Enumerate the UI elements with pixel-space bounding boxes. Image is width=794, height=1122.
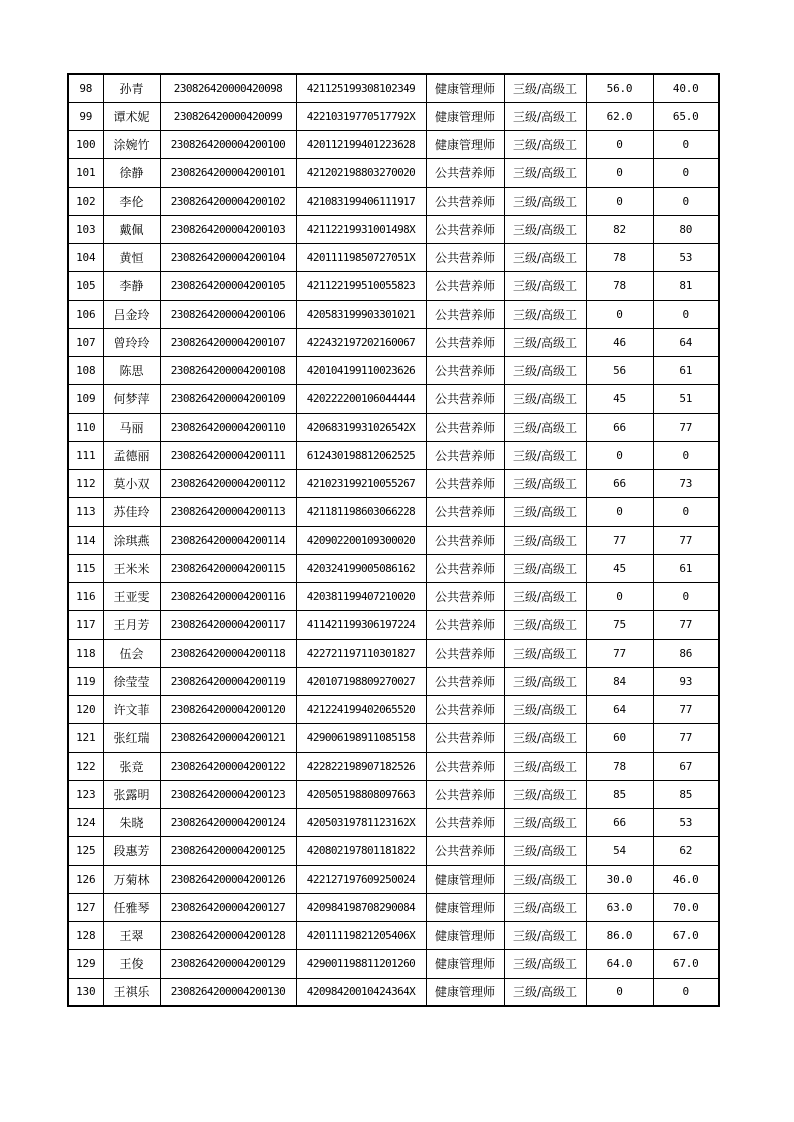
theory-score-cell: 45 [586,554,653,582]
theory-score-cell: 0 [586,187,653,215]
occupation-cell: 公共营养师 [426,272,504,300]
exam-number-cell: 2308264200004200107 [160,328,296,356]
name-cell: 谭术妮 [103,102,160,130]
exam-number-cell: 230826420000420098 [160,74,296,102]
table-row [68,639,719,667]
row-number: 130 [68,978,103,1006]
theory-score-cell: 78 [586,272,653,300]
name-cell: 王亚雯 [103,583,160,611]
table-row [68,554,719,582]
name-cell: 张红瑞 [103,724,160,752]
name-cell: 张竞 [103,752,160,780]
occupation-cell: 公共营养师 [426,244,504,272]
row-number: 122 [68,752,103,780]
exam-number-cell: 2308264200004200101 [160,159,296,187]
row-number: 125 [68,837,103,865]
id-number-cell: 411421199306197224 [296,611,426,639]
occupation-cell: 健康管理师 [426,865,504,893]
theory-score-cell: 0 [586,441,653,469]
occupation-cell: 健康管理师 [426,950,504,978]
table-row [68,865,719,893]
level-cell: 三级/高级工 [504,357,586,385]
skill-score-cell: 67.0 [653,950,719,978]
table-row [68,922,719,950]
skill-score-cell: 40.0 [653,74,719,102]
name-cell: 孙青 [103,74,160,102]
skill-score-cell: 77 [653,696,719,724]
skill-score-cell: 0 [653,131,719,159]
name-cell: 王月芳 [103,611,160,639]
theory-score-cell: 56 [586,357,653,385]
level-cell: 三级/高级工 [504,470,586,498]
row-number: 124 [68,809,103,837]
id-number-cell: 42050319781123162X [296,809,426,837]
level-cell: 三级/高级工 [504,328,586,356]
exam-number-cell: 2308264200004200118 [160,639,296,667]
skill-score-cell: 0 [653,187,719,215]
occupation-cell: 公共营养师 [426,554,504,582]
theory-score-cell: 63.0 [586,893,653,921]
name-cell: 陈思 [103,357,160,385]
table-row [68,272,719,300]
id-number-cell: 421125199308102349 [296,74,426,102]
skill-score-cell: 86 [653,639,719,667]
level-cell: 三级/高级工 [504,215,586,243]
id-number-cell: 422721197110301827 [296,639,426,667]
row-number: 112 [68,470,103,498]
level-cell: 三级/高级工 [504,498,586,526]
name-cell: 黄恒 [103,244,160,272]
exam-number-cell: 2308264200004200122 [160,752,296,780]
row-number: 116 [68,583,103,611]
id-number-cell: 420902200109300020 [296,526,426,554]
name-cell: 苏佳玲 [103,498,160,526]
row-number: 99 [68,102,103,130]
occupation-cell: 公共营养师 [426,441,504,469]
theory-score-cell: 0 [586,300,653,328]
theory-score-cell: 45 [586,385,653,413]
row-number: 119 [68,667,103,695]
name-cell: 许文菲 [103,696,160,724]
row-number: 104 [68,244,103,272]
exam-number-cell: 2308264200004200117 [160,611,296,639]
occupation-cell: 公共营养师 [426,300,504,328]
name-cell: 何梦萍 [103,385,160,413]
name-cell: 莫小双 [103,470,160,498]
level-cell: 三级/高级工 [504,724,586,752]
occupation-cell: 公共营养师 [426,639,504,667]
name-cell: 吕金玲 [103,300,160,328]
theory-score-cell: 64.0 [586,950,653,978]
occupation-cell: 公共营养师 [426,159,504,187]
exam-number-cell: 2308264200004200114 [160,526,296,554]
level-cell: 三级/高级工 [504,272,586,300]
table-row [68,893,719,921]
exam-number-cell: 2308264200004200102 [160,187,296,215]
level-cell: 三级/高级工 [504,865,586,893]
table-row [68,413,719,441]
theory-score-cell: 64 [586,696,653,724]
occupation-cell: 公共营养师 [426,328,504,356]
row-number: 127 [68,893,103,921]
skill-score-cell: 0 [653,159,719,187]
skill-score-cell: 81 [653,272,719,300]
name-cell: 王祺乐 [103,978,160,1006]
table-row [68,583,719,611]
skill-score-cell: 0 [653,583,719,611]
name-cell: 孟德丽 [103,441,160,469]
occupation-cell: 公共营养师 [426,809,504,837]
level-cell: 三级/高级工 [504,611,586,639]
level-cell: 三级/高级工 [504,244,586,272]
id-number-cell: 421202198803270020 [296,159,426,187]
table-row [68,667,719,695]
name-cell: 张露明 [103,780,160,808]
theory-score-cell: 86.0 [586,922,653,950]
row-number: 118 [68,639,103,667]
table-row [68,526,719,554]
occupation-cell: 公共营养师 [426,413,504,441]
exam-number-cell: 2308264200004200116 [160,583,296,611]
id-number-cell: 421181198603066228 [296,498,426,526]
exam-number-cell: 2308264200004200128 [160,922,296,950]
occupation-cell: 公共营养师 [426,385,504,413]
skill-score-cell: 77 [653,413,719,441]
theory-score-cell: 77 [586,526,653,554]
occupation-cell: 公共营养师 [426,583,504,611]
occupation-cell: 健康管理师 [426,922,504,950]
row-number: 105 [68,272,103,300]
name-cell: 伍会 [103,639,160,667]
row-number: 100 [68,131,103,159]
exam-number-cell: 2308264200004200119 [160,667,296,695]
name-cell: 曾玲玲 [103,328,160,356]
skill-score-cell: 61 [653,554,719,582]
id-number-cell: 420112199401223628 [296,131,426,159]
id-number-cell: 421122199510055823 [296,272,426,300]
theory-score-cell: 78 [586,244,653,272]
id-number-cell: 420984198708290084 [296,893,426,921]
occupation-cell: 健康管理师 [426,102,504,130]
table-row [68,696,719,724]
skill-score-cell: 53 [653,244,719,272]
exam-number-cell: 2308264200004200103 [160,215,296,243]
name-cell: 王俊 [103,950,160,978]
exam-number-cell: 2308264200004200110 [160,413,296,441]
level-cell: 三级/高级工 [504,385,586,413]
level-cell: 三级/高级工 [504,809,586,837]
table-row [68,102,719,130]
id-number-cell: 422127197609250024 [296,865,426,893]
name-cell: 段惠芳 [103,837,160,865]
level-cell: 三级/高级工 [504,441,586,469]
name-cell: 涂琪燕 [103,526,160,554]
theory-score-cell: 0 [586,131,653,159]
level-cell: 三级/高级工 [504,131,586,159]
exam-number-cell: 2308264200004200100 [160,131,296,159]
occupation-cell: 公共营养师 [426,780,504,808]
id-number-cell: 420505198808097663 [296,780,426,808]
exam-number-cell: 2308264200004200126 [160,865,296,893]
row-number: 111 [68,441,103,469]
theory-score-cell: 0 [586,498,653,526]
row-number: 115 [68,554,103,582]
level-cell: 三级/高级工 [504,950,586,978]
id-number-cell: 42011119850727051X [296,244,426,272]
theory-score-cell: 78 [586,752,653,780]
occupation-cell: 公共营养师 [426,215,504,243]
skill-score-cell: 61 [653,357,719,385]
theory-score-cell: 0 [586,978,653,1006]
table-row [68,752,719,780]
occupation-cell: 健康管理师 [426,131,504,159]
skill-score-cell: 0 [653,300,719,328]
table-row [68,385,719,413]
table-row [68,357,719,385]
occupation-cell: 健康管理师 [426,978,504,1006]
table-row [68,809,719,837]
name-cell: 徐静 [103,159,160,187]
exam-number-cell: 2308264200004200105 [160,272,296,300]
theory-score-cell: 54 [586,837,653,865]
theory-score-cell: 77 [586,639,653,667]
id-number-cell: 421083199406111917 [296,187,426,215]
row-number: 123 [68,780,103,808]
exam-number-cell: 2308264200004200113 [160,498,296,526]
skill-score-cell: 64 [653,328,719,356]
level-cell: 三级/高级工 [504,696,586,724]
theory-score-cell: 75 [586,611,653,639]
id-number-cell: 420583199903301021 [296,300,426,328]
occupation-cell: 公共营养师 [426,357,504,385]
level-cell: 三级/高级工 [504,922,586,950]
row-number: 98 [68,74,103,102]
skill-score-cell: 67 [653,752,719,780]
name-cell: 戴佩 [103,215,160,243]
skill-score-cell: 85 [653,780,719,808]
level-cell: 三级/高级工 [504,413,586,441]
row-number: 128 [68,922,103,950]
level-cell: 三级/高级工 [504,554,586,582]
table-row [68,837,719,865]
skill-score-cell: 65.0 [653,102,719,130]
skill-score-cell: 0 [653,978,719,1006]
theory-score-cell: 66 [586,413,653,441]
exam-number-cell: 2308264200004200129 [160,950,296,978]
row-number: 120 [68,696,103,724]
table-row [68,950,719,978]
occupation-cell: 公共营养师 [426,696,504,724]
occupation-cell: 公共营养师 [426,667,504,695]
skill-score-cell: 77 [653,611,719,639]
id-number-cell: 42112219931001498X [296,215,426,243]
name-cell: 李伦 [103,187,160,215]
theory-score-cell: 84 [586,667,653,695]
table-row [68,498,719,526]
skill-score-cell: 51 [653,385,719,413]
id-number-cell: 421023199210055267 [296,470,426,498]
theory-score-cell: 0 [586,583,653,611]
exam-number-cell: 2308264200004200130 [160,978,296,1006]
level-cell: 三级/高级工 [504,583,586,611]
theory-score-cell: 62.0 [586,102,653,130]
theory-score-cell: 66 [586,809,653,837]
id-number-cell: 42098420010424364X [296,978,426,1006]
occupation-cell: 公共营养师 [426,611,504,639]
skill-score-cell: 73 [653,470,719,498]
level-cell: 三级/高级工 [504,752,586,780]
skill-score-cell: 0 [653,441,719,469]
row-number: 107 [68,328,103,356]
level-cell: 三级/高级工 [504,893,586,921]
table-row [68,328,719,356]
name-cell: 朱晓 [103,809,160,837]
name-cell: 万菊林 [103,865,160,893]
skill-score-cell: 0 [653,498,719,526]
row-number: 114 [68,526,103,554]
name-cell: 任雅琴 [103,893,160,921]
table-row [68,159,719,187]
row-number: 126 [68,865,103,893]
level-cell: 三级/高级工 [504,667,586,695]
theory-score-cell: 66 [586,470,653,498]
exam-number-cell: 2308264200004200123 [160,780,296,808]
level-cell: 三级/高级工 [504,74,586,102]
theory-score-cell: 56.0 [586,74,653,102]
level-cell: 三级/高级工 [504,187,586,215]
row-number: 106 [68,300,103,328]
level-cell: 三级/高级工 [504,780,586,808]
occupation-cell: 健康管理师 [426,74,504,102]
id-number-cell: 420107198809270027 [296,667,426,695]
exam-number-cell: 2308264200004200115 [160,554,296,582]
id-number-cell: 42068319931026542X [296,413,426,441]
skill-score-cell: 62 [653,837,719,865]
row-number: 109 [68,385,103,413]
exam-number-cell: 2308264200004200112 [160,470,296,498]
level-cell: 三级/高级工 [504,978,586,1006]
id-number-cell: 612430198812062525 [296,441,426,469]
theory-score-cell: 0 [586,159,653,187]
exam-number-cell: 2308264200004200106 [160,300,296,328]
level-cell: 三级/高级工 [504,526,586,554]
row-number: 117 [68,611,103,639]
exam-number-cell: 2308264200004200127 [160,893,296,921]
table-row [68,470,719,498]
id-number-cell: 42210319770517792X [296,102,426,130]
skill-score-cell: 77 [653,526,719,554]
table-row [68,611,719,639]
skill-score-cell: 53 [653,809,719,837]
id-number-cell: 429001198811201260 [296,950,426,978]
id-number-cell: 42011119821205406X [296,922,426,950]
row-number: 103 [68,215,103,243]
table-row [68,244,719,272]
table-row [68,978,719,1006]
table-row [68,131,719,159]
table-row [68,215,719,243]
row-number: 108 [68,357,103,385]
occupation-cell: 公共营养师 [426,837,504,865]
theory-score-cell: 30.0 [586,865,653,893]
theory-score-cell: 85 [586,780,653,808]
row-number: 113 [68,498,103,526]
theory-score-cell: 46 [586,328,653,356]
exam-number-cell: 2308264200004200125 [160,837,296,865]
table-row [68,300,719,328]
skill-score-cell: 77 [653,724,719,752]
row-number: 121 [68,724,103,752]
level-cell: 三级/高级工 [504,102,586,130]
skill-score-cell: 93 [653,667,719,695]
level-cell: 三级/高级工 [504,300,586,328]
name-cell: 李静 [103,272,160,300]
skill-score-cell: 67.0 [653,922,719,950]
occupation-cell: 公共营养师 [426,187,504,215]
id-number-cell: 429006198911085158 [296,724,426,752]
id-number-cell: 420104199110023626 [296,357,426,385]
id-number-cell: 422822198907182526 [296,752,426,780]
name-cell: 王米米 [103,554,160,582]
table-row [68,74,719,102]
name-cell: 徐莹莹 [103,667,160,695]
theory-score-cell: 60 [586,724,653,752]
exam-number-cell: 230826420000420099 [160,102,296,130]
id-number-cell: 421224199402065520 [296,696,426,724]
name-cell: 王翠 [103,922,160,950]
skill-score-cell: 70.0 [653,893,719,921]
id-number-cell: 420324199005086162 [296,554,426,582]
exam-number-cell: 2308264200004200120 [160,696,296,724]
score-table [67,73,720,1007]
id-number-cell: 420802197801181822 [296,837,426,865]
id-number-cell: 420381199407210020 [296,583,426,611]
level-cell: 三级/高级工 [504,837,586,865]
occupation-cell: 公共营养师 [426,752,504,780]
exam-number-cell: 2308264200004200109 [160,385,296,413]
id-number-cell: 420222200106044444 [296,385,426,413]
level-cell: 三级/高级工 [504,159,586,187]
exam-number-cell: 2308264200004200111 [160,441,296,469]
skill-score-cell: 80 [653,215,719,243]
occupation-cell: 公共营养师 [426,470,504,498]
row-number: 102 [68,187,103,215]
table-row [68,187,719,215]
occupation-cell: 公共营养师 [426,498,504,526]
occupation-cell: 公共营养师 [426,526,504,554]
occupation-cell: 健康管理师 [426,893,504,921]
table-row [68,780,719,808]
row-number: 129 [68,950,103,978]
theory-score-cell: 82 [586,215,653,243]
table-row [68,441,719,469]
row-number: 101 [68,159,103,187]
id-number-cell: 422432197202160067 [296,328,426,356]
name-cell: 涂婉竹 [103,131,160,159]
skill-score-cell: 46.0 [653,865,719,893]
exam-number-cell: 2308264200004200108 [160,357,296,385]
row-number: 110 [68,413,103,441]
occupation-cell: 公共营养师 [426,724,504,752]
name-cell: 马丽 [103,413,160,441]
level-cell: 三级/高级工 [504,639,586,667]
exam-number-cell: 2308264200004200124 [160,809,296,837]
table-row [68,724,719,752]
exam-number-cell: 2308264200004200121 [160,724,296,752]
exam-number-cell: 2308264200004200104 [160,244,296,272]
